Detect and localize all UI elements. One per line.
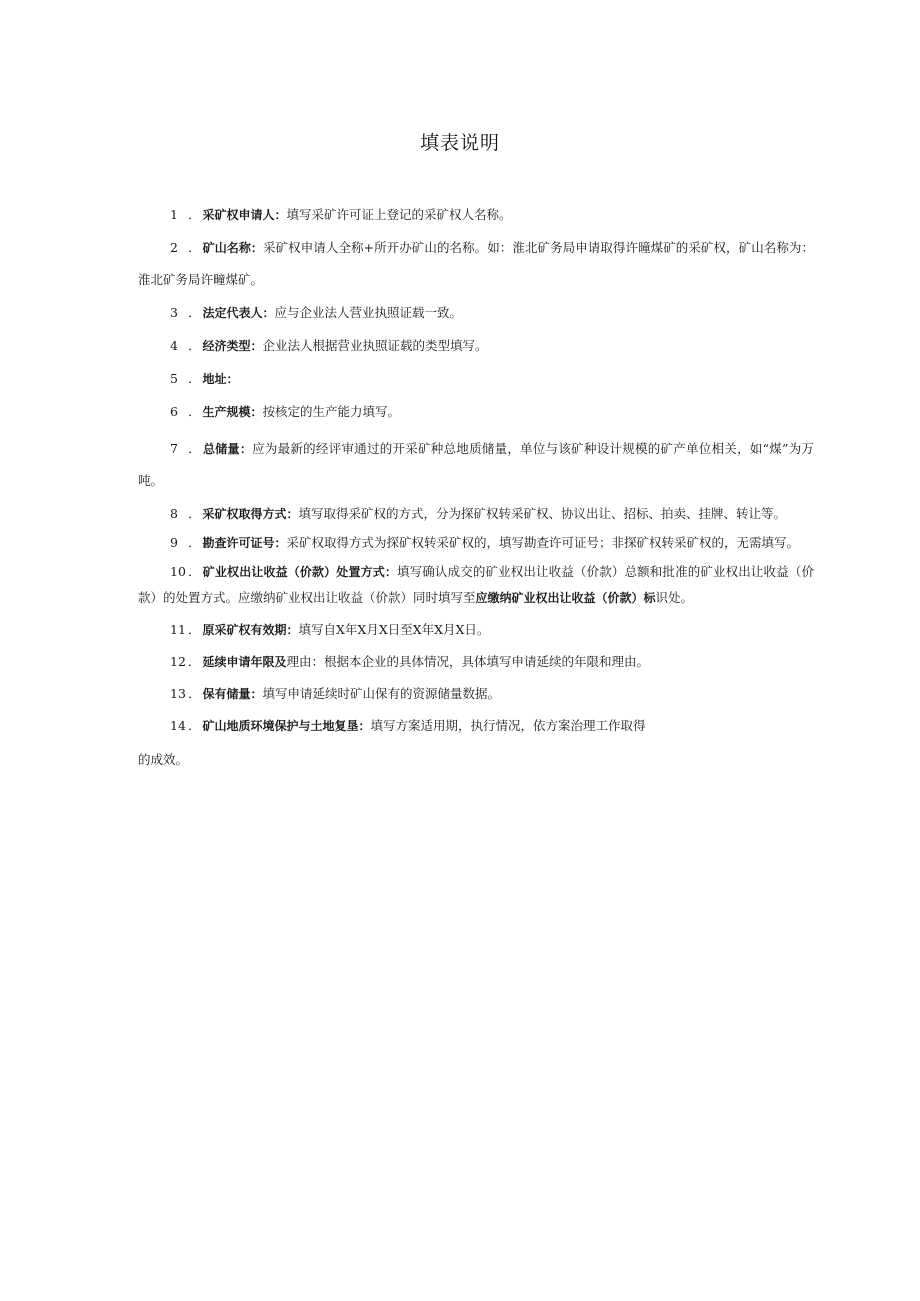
item-term: 总储量：	[203, 442, 253, 456]
item-term: 保有储量：	[202, 687, 263, 701]
list-item	[138, 559, 814, 611]
item-dot: ．	[188, 564, 201, 579]
list-item	[138, 366, 814, 392]
item-number: 5	[170, 371, 178, 386]
list-item	[138, 333, 814, 359]
item-dot: ．	[188, 441, 202, 456]
item-term: 生产规模：	[202, 405, 263, 419]
item-number: 10	[170, 564, 186, 579]
item-term: 采矿权申请人：	[202, 208, 287, 222]
item-dot: ．	[188, 404, 201, 419]
item-term-highlight: 应缴纳矿业权出让收益（价款）标	[475, 591, 656, 605]
page-title: 填表说明	[419, 132, 500, 154]
item-number: 11	[170, 622, 186, 637]
item-term: 勘查许可证号：	[202, 536, 287, 550]
item-dot: ．	[188, 240, 201, 255]
list-item	[138, 681, 814, 707]
item-dot: ．	[188, 506, 201, 521]
item-text: 识处。	[655, 590, 694, 605]
item-term: 矿山名称：	[202, 241, 263, 255]
item-text: 应为最新的经评审通过的开采矿种总地质储量，单位与该矿种设计规模的矿产单位相关，如“煤”为万吨。	[138, 441, 814, 488]
list-item	[138, 530, 814, 556]
list-item	[138, 617, 814, 643]
item-number: 12	[170, 654, 186, 669]
item-dot: ．	[188, 622, 201, 637]
item-number: 7	[170, 441, 178, 456]
item-dot: ．	[188, 654, 201, 669]
item-number: 9	[170, 535, 178, 550]
item-term: 法定代表人：	[202, 306, 275, 320]
item-dot: ．	[188, 305, 201, 320]
item-dot: ．	[188, 207, 201, 222]
item-number: 1	[170, 207, 178, 222]
item-number: 2	[170, 240, 178, 255]
list-item	[138, 649, 814, 675]
item-dot: ．	[188, 338, 201, 353]
list-item	[138, 433, 814, 497]
item-text: 应与企业法人营业执照证载一致。	[274, 305, 463, 320]
item-text: 填写确认成交的矿业权出让收益（价款）总额和批准的矿业权出让收益（价款）的处置方式。应缴纳矿业权出让收益（价款）同时填写至	[138, 564, 814, 605]
list-item	[138, 399, 814, 425]
item-continuation: 的成效。	[138, 752, 189, 767]
item-number: 6	[170, 404, 178, 419]
item-number: 3	[170, 305, 178, 320]
list-item	[138, 713, 814, 739]
item-text: 填写采矿许可证上登记的采矿权人名称。	[286, 207, 512, 222]
item-term: 延续申请年限及	[202, 655, 287, 669]
list-item	[138, 202, 814, 228]
item-text: 填写申请延续时矿山保有的资源储量数据。	[262, 686, 501, 701]
item-number: 14	[170, 718, 186, 733]
item-text: 填写方案适用期，执行情况，依方案治理工作取得	[370, 718, 646, 733]
item-dot: ．	[188, 371, 201, 386]
item-term: 地址：	[202, 372, 239, 386]
item-term: 矿山地质环境保护与土地复垦：	[202, 719, 371, 733]
item-text: 理由：根据本企业的具体情况，具体填写申请延续的年限和理由。	[286, 654, 650, 669]
item-text: 采矿权取得方式为探矿权转采矿权的，填写勘查许可证号；非探矿权转采矿权的，无需填写。	[286, 535, 800, 550]
item-text: 企业法人根据营业执照证载的类型填写。	[262, 338, 488, 353]
item-text: 填写取得采矿权的方式，分为探矿权转采矿权、协议出让、招标、拍卖、挂牌、转让等。	[298, 506, 787, 521]
instructions-list	[138, 202, 814, 785]
item-dot: ．	[188, 718, 201, 733]
item-number: 13	[170, 686, 186, 701]
list-item	[138, 232, 814, 296]
item-number: 4	[170, 338, 178, 353]
item-text: 按核定的生产能力填写。	[262, 404, 401, 419]
list-item	[138, 300, 814, 326]
item-term: 采矿权取得方式：	[202, 507, 299, 521]
item-number: 8	[170, 506, 178, 521]
item-dot: ．	[188, 535, 201, 550]
item-term: 矿业权出让收益（价款）处置方式：	[202, 565, 398, 579]
list-item	[138, 501, 814, 527]
item-term: 原采矿权有效期：	[202, 623, 299, 637]
item-text: 采矿权申请人全称+所开办矿山的名称。如：淮北矿务局申请取得许曈煤矿的采矿权，矿山名称为：淮北矿务局许疃煤矿。	[138, 240, 814, 287]
item-term: 经济类型：	[202, 339, 263, 353]
item-text: 填写自X年X月X日至X年X月X日。	[298, 622, 490, 637]
item-dot: ．	[188, 686, 201, 701]
